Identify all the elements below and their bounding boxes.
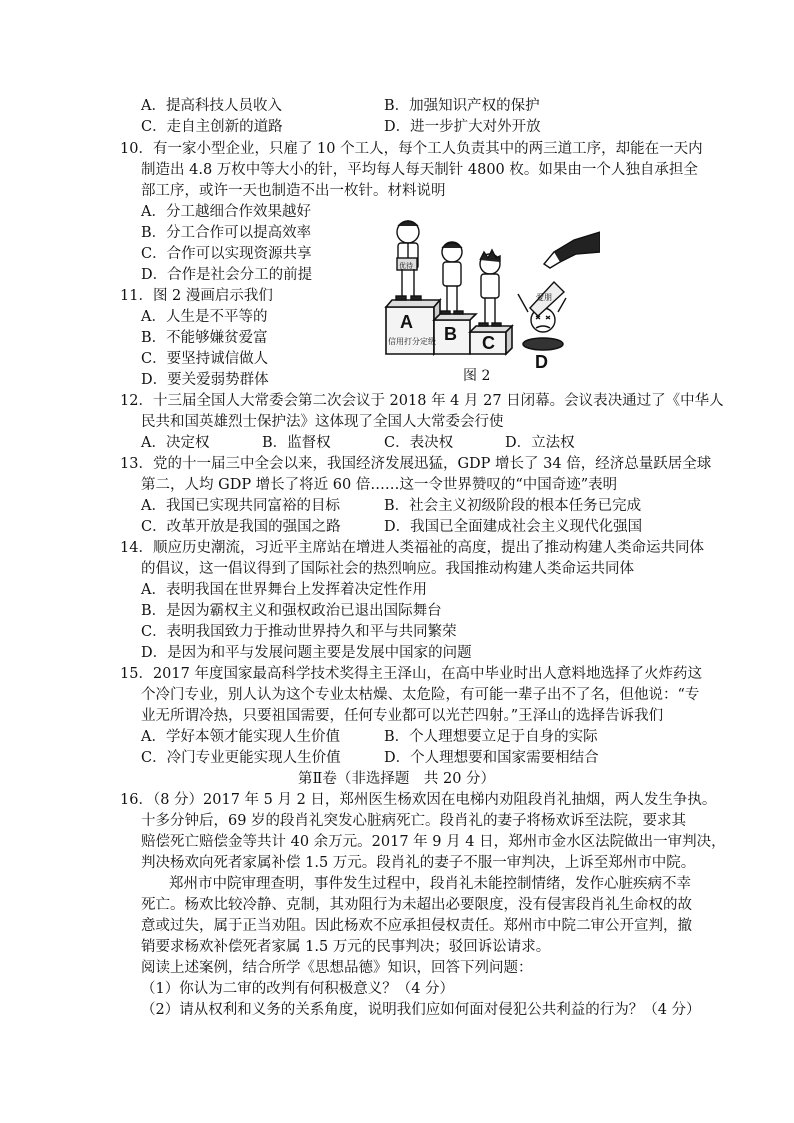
section-2-title: 第Ⅱ卷（非选择题 共 20 分） [298,771,496,787]
q16-line6: 死亡。杨欢比较冷静、克制，其劝阻行为未超出必要限度，没有侵害段肖礼生命权的故 [141,897,692,913]
q12-stem-line2: 民共和国英雄烈士保护法》这体现了全国人大常委会行使 [141,414,504,430]
q14-option-b: B．是因为霸权主义和强权政治已退出国际舞台 [141,603,442,619]
q11-option-d: D．要关爱弱势群体 [141,372,269,388]
q12-option-c: C．表决权 [384,435,454,451]
q10-option-a: A．分工越细合作效果越好 [141,204,311,220]
cartoon-svg [378,212,600,372]
q10-option-b: B．分工合作可以提高效率 [141,225,312,241]
q13-stem-line1: 13．党的十一届三中全会以来，我国经济发展迅猛，GDP 增长了 34 倍，经济总量跃居全球 [120,456,712,472]
q14-stem-line2: 的倡议，这一倡议得到了国际社会的热烈响应。我国推动构建人类命运共同体 [141,561,634,577]
q11-option-c: C．要坚持诚信做人 [141,351,269,367]
q14-stem-line1: 14．顺应历史潮流，习近平主席站在增进人类福祉的高度，提出了推动构建人类命运共同体 [120,540,704,556]
q16-line7: 意或过失，属于正当劝阻。因此杨欢不应承担侵权责任。郑州市中院二审公开宣判，撤 [141,918,692,934]
hand-icon [544,232,600,268]
q10-stem-line2: 制造出 4.8 万枚中等大小的针，平均每人每天制针 4800 枚。如果由一个人独自承担全 [141,162,698,178]
q9-option-c: C．走自主创新的道路 [141,119,283,135]
person-b [441,242,463,314]
q16-line5: 郑州市中院审理查明，事件发生过程中，段肖礼未能控制情绪，发作心脏疾病不幸 [169,876,691,892]
person-c [479,250,501,326]
q13-option-d: D．我国已全面建成社会主义现代化强国 [384,519,643,535]
q16-sub1: （1）你认为二审的改判有何积极意义？（4 分） [141,981,455,997]
q14-option-d: D．是因为和平与发展问题主要是发展中国家的问题 [141,645,472,661]
q11-option-a: A．人生是不平等的 [141,309,268,325]
q14-option-c: C．表明我国致力于推动世界持久和平与共同繁荣 [141,624,457,640]
q14-option-a: A．表明我国在世界舞台上发挥着决定性作用 [141,582,427,598]
person-a [396,221,421,300]
q9-option-b: B．加强知识产权的保护 [384,98,540,114]
q15-stem-line1: 15．2017 年度国家最高科学技术奖得主王泽山，在高中毕业时出人意料地选择了火炸药这 [120,666,702,682]
q16-line2: 十多分钟后，69 岁的段肖礼突发心脏病死亡。段肖礼的妻子将杨欢诉至法院，要求其 [141,813,687,829]
q13-option-b: B．社会主义初级阶段的根本任务已完成 [384,498,642,514]
q15-option-c: C．冷门专业更能实现人生价值 [141,750,341,766]
figure-caption: 图 2 [463,368,491,384]
q12-stem-line1: 12．十三届全国人大常委会第二次会议于 2018 年 4 月 27 日闭幕。会议表决通过了《中华人 [120,393,724,409]
q16-line9: 阅读上述案例，结合所学《思想品德》知识，回答下列问题： [141,960,533,976]
q15-option-d: D．个人理想要和国家需要相结合 [384,750,599,766]
label-shixin: 爱朋 [536,293,552,302]
q15-stem-line3: 业无所谓冷热，只要祖国需要，任何专业都可以光芒四射。”王泽山的选择告诉我们 [141,708,664,724]
q16-sub2: （2）请从权利和义务的关系角度，说明我们应如何面对侵犯公共利益的行为？（4 分） [141,1002,701,1018]
q12-option-a: A．决定权 [141,435,210,451]
q16-line3: 赔偿死亡赔偿金等共计 40 余万元。2017 年 9 月 4 日，郑州市金水区法院做出一审判决， [141,834,726,850]
q16-line4: 判决杨欢向死者家属补偿 1.5 万元。段肖礼的妻子不服一审判决，上诉至郑州市中院。 [141,855,696,871]
q13-stem-line2: 第二，人均 GDP 增长了将近 60 倍……这一令世界赞叹的“中国奇迹”表明 [141,477,618,493]
q13-option-a: A．我国已实现共同富裕的目标 [141,498,340,514]
q9-option-a: A．提高科技人员收入 [141,98,282,114]
person-d [518,282,566,332]
q11-stem: 11．图 2 漫画启示我们 [120,288,273,304]
q13-option-c: C．改革开放是我国的强国之路 [141,519,341,535]
label-c: C [482,333,495,353]
q15-option-a: A．学好本领才能实现人生价值 [141,729,340,745]
q10-stem-line3: 部工序，或许一天也制造不出一枚针。材料说明 [141,183,446,199]
q12-option-d: D．立法权 [505,435,575,451]
q15-option-b: B．个人理想要立足于自身的实际 [384,729,598,745]
q16-line1: 16．（8 分）2017 年 5 月 2 日，郑州医生杨欢因在电梯内劝阻段肖礼抽烟，两人发生争执。 [120,792,717,808]
label-step: 信用打分定级 [388,337,436,346]
label-a: A [400,312,413,332]
label-youdai: 优待 [399,262,413,270]
q16-line8: 销要求杨欢补偿死者家属 1.5 万元的民事判决；驳回诉讼请求。 [141,939,551,955]
figure-2-cartoon [378,212,600,372]
q12-option-b: B．监督权 [262,435,331,451]
q10-option-d: D．合作是社会分工的前提 [141,267,313,283]
label-d: D [535,352,548,372]
q15-stem-line2: 个冷门专业，别人认为这个专业太枯燥、太危险，有可能一辈子出不了名，但他说：“专 [141,687,700,703]
label-b: B [444,324,457,344]
q11-option-b: B．不能够嫌贫爱富 [141,330,268,346]
q10-stem-line1: 10．有一家小型企业，只雇了 10 个工人，每个工人负责其中的两三道工序，却能在一天内 [120,141,703,157]
q10-option-c: C．合作可以实现资源共享 [141,246,312,262]
q9-option-d: D．进一步扩大对外开放 [384,119,541,135]
